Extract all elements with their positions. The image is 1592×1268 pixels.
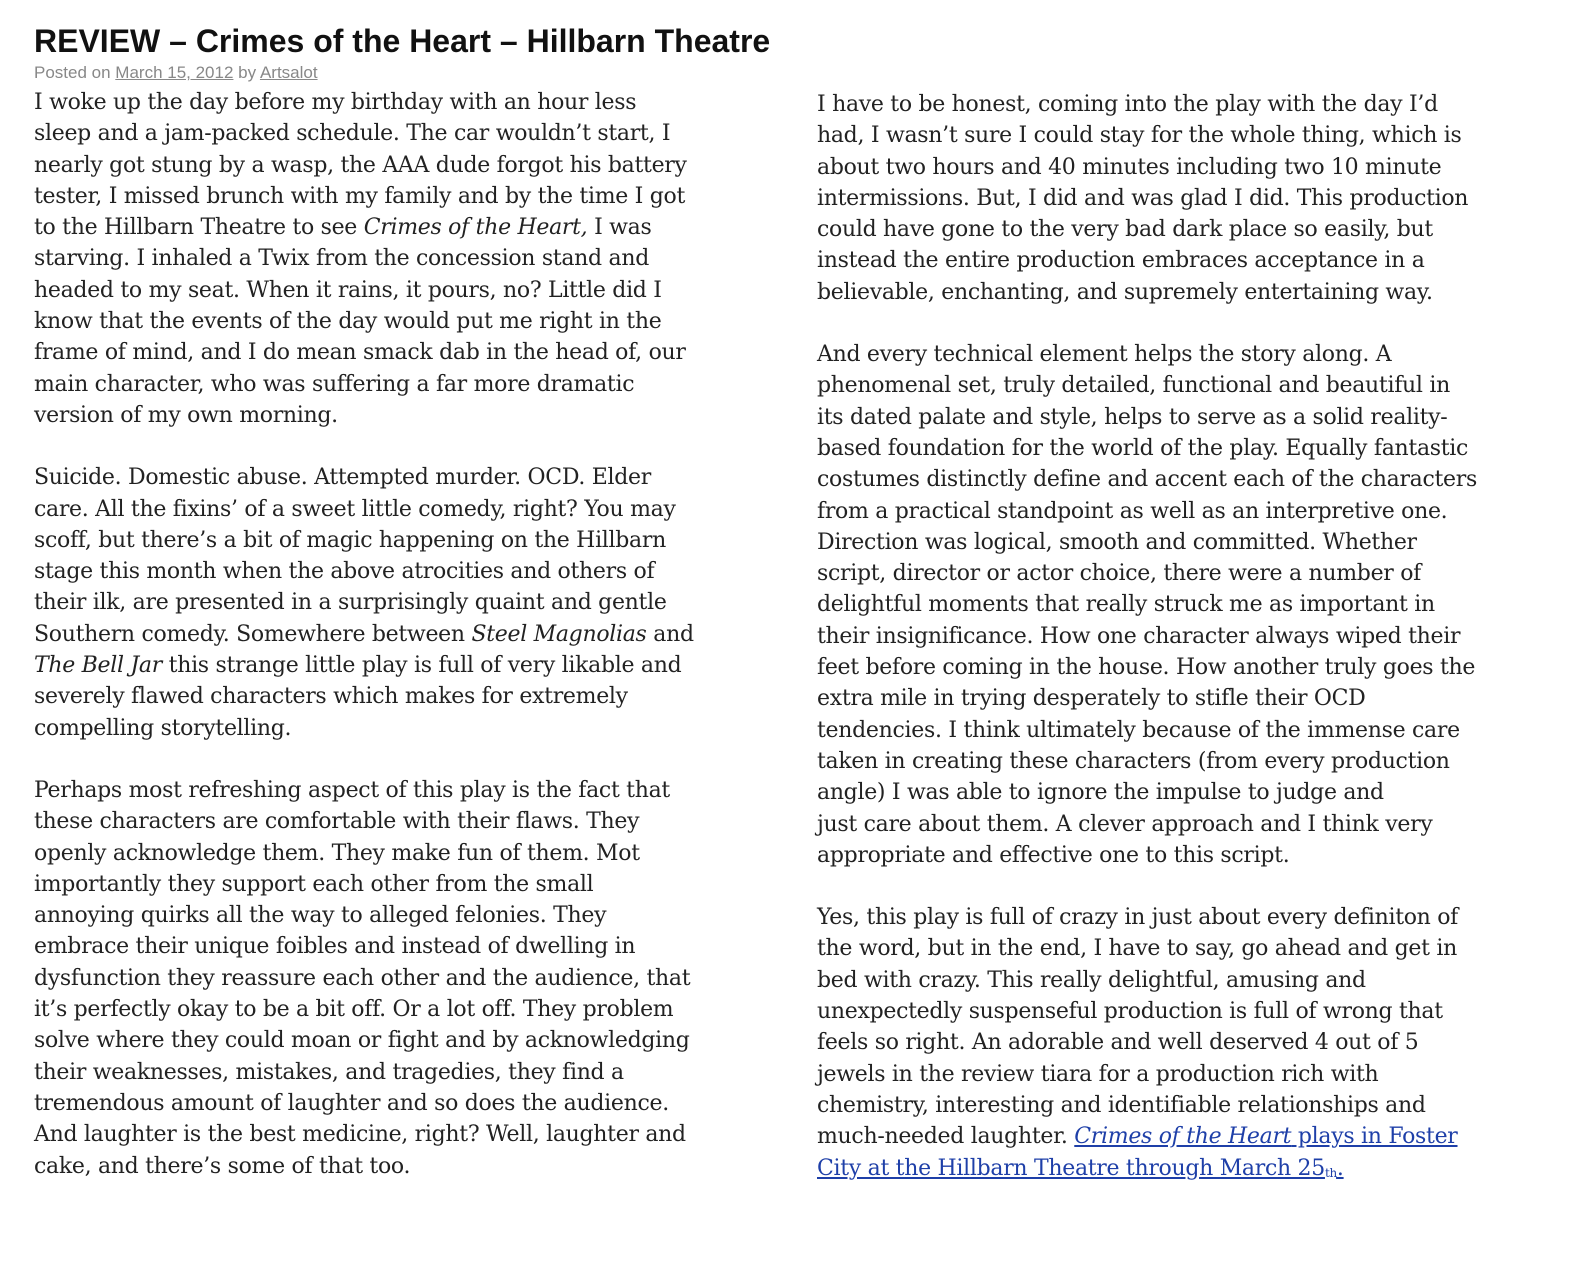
text-line: And every technical element helps the story along. A bbox=[817, 342, 1392, 368]
text-line: it’s perfectly okay to be a bit off. Or a lot off. They problem bbox=[34, 997, 674, 1023]
play-title-italic: Crimes of the Heart, bbox=[363, 215, 588, 241]
text-line: Suicide. Domestic abuse. Attempted murder. OCD. Elder bbox=[34, 465, 651, 491]
text-line: tendencies. I think ultimately because of the immense care bbox=[817, 717, 1460, 743]
text-line: compelling storytelling. bbox=[34, 715, 292, 741]
text-line: dysfunction they reassure each other and the audience, that bbox=[34, 965, 691, 991]
text-line: solve where they could moan or fight and by acknowledging bbox=[34, 1028, 690, 1054]
text-line: scoff, but there’s a bit of magic happening on the Hillbarn bbox=[34, 527, 666, 553]
text-line: annoying quirks all the way to alleged felonies. They bbox=[34, 903, 607, 929]
text-line: starving. I inhaled a Twix from the concession stand and bbox=[34, 246, 649, 272]
text-line: had, I wasn’t sure I could stay for the whole thing, which is bbox=[817, 123, 1462, 149]
text-line: chemistry, interesting and identifiable relationships and bbox=[817, 1092, 1426, 1118]
text-line: headed to my seat. When it rains, it pours, no? Little did I bbox=[34, 277, 662, 303]
text-line: intermissions. But, I did and was glad I did. This production bbox=[817, 185, 1469, 211]
by-label: by bbox=[238, 63, 257, 82]
text-line: stage this month when the above atrocities and others of bbox=[34, 559, 655, 585]
text-line: instead the entire production embraces acceptance in a bbox=[817, 248, 1425, 274]
paragraph-technical bbox=[817, 339, 1577, 871]
text-line: Yes, this play is full of crazy in just about every definiton of bbox=[817, 905, 1459, 931]
text-line: severely flawed characters which makes for extremely bbox=[34, 684, 628, 710]
text-line: unexpectedly suspenseful production is full of wrong that bbox=[817, 999, 1443, 1025]
text-line: taken in creating these characters (from every production bbox=[817, 748, 1450, 774]
text-line: the word, but in the end, I have to say, go ahead and get in bbox=[817, 936, 1457, 962]
text-line: importantly they support each other from the small bbox=[34, 871, 594, 897]
text-line: believable, enchanting, and supremely entertaining way. bbox=[817, 279, 1433, 305]
text-fragment: this strange little play is full of very likable and bbox=[161, 653, 682, 679]
text-line: jewels in the review tiara for a production rich with bbox=[817, 1061, 1379, 1087]
text-line bbox=[34, 650, 794, 681]
bell-jar-italic: The Bell Jar bbox=[34, 653, 162, 679]
paragraph-honest bbox=[817, 89, 1577, 308]
link-text: City at the Hillbarn Theatre through March 25 bbox=[817, 1155, 1325, 1181]
text-line: could have gone to the very bad dark place so easily, but bbox=[817, 217, 1433, 243]
post-date-link[interactable]: March 15, 2012 bbox=[115, 63, 234, 82]
showtimes-link[interactable] bbox=[1074, 1124, 1457, 1149]
text-line bbox=[817, 1121, 1577, 1152]
text-line: nearly got stung by a wasp, the AAA dude forgot his battery bbox=[34, 152, 687, 178]
link-play-title: Crimes of the Heart bbox=[1074, 1124, 1292, 1150]
text-line: extra mile in trying desperately to stifle their OCD bbox=[817, 686, 1366, 712]
showtimes-link-continued[interactable] bbox=[817, 1156, 1344, 1181]
text-line: know that the events of the day would put me right in the bbox=[34, 309, 662, 335]
link-text: plays in Foster bbox=[1291, 1124, 1458, 1150]
text-line: their weaknesses, mistakes, and tragedies, they find a bbox=[34, 1059, 624, 1085]
text-line: frame of mind, and I do mean smack dab in the head of, our bbox=[34, 340, 686, 366]
text-fragment: I was bbox=[587, 215, 652, 241]
ordinal-suffix: th bbox=[1324, 1165, 1337, 1180]
text-line: sleep and a jam-packed schedule. The car wouldn’t start, I bbox=[34, 121, 671, 147]
text-line: feet before coming in the house. How another truly goes the bbox=[817, 655, 1476, 681]
post-meta bbox=[34, 63, 318, 83]
steel-magnolias-italic: Steel Magnolias bbox=[471, 621, 647, 647]
text-line: tremendous amount of laughter and so does the audience. bbox=[34, 1090, 669, 1116]
text-line: I have to be honest, coming into the play with the day I’d bbox=[817, 92, 1438, 117]
paragraph-themes bbox=[34, 462, 794, 744]
text-line: tester, I missed brunch with my family and by the time I got bbox=[34, 183, 686, 209]
text-line bbox=[817, 1153, 1577, 1187]
text-line: script, director or actor choice, there were a number of bbox=[817, 561, 1421, 587]
text-line: I woke up the day before my birthday with an hour less bbox=[34, 90, 637, 115]
text-fragment: to the Hillbarn Theatre to see bbox=[34, 215, 364, 241]
text-line bbox=[34, 619, 794, 650]
text-fragment: much-needed laughter. bbox=[817, 1124, 1075, 1150]
posted-on-label: Posted on bbox=[34, 63, 111, 82]
text-line: delightful moments that really struck me as important in bbox=[817, 592, 1435, 618]
paragraph-flaws bbox=[34, 775, 794, 1182]
text-fragment: and bbox=[646, 621, 694, 647]
text-fragment: Southern comedy. Somewhere between bbox=[34, 621, 472, 647]
paragraph-intro bbox=[34, 87, 794, 431]
text-line: based foundation for the world of the play. Equally fantastic bbox=[817, 435, 1469, 461]
left-column bbox=[34, 87, 794, 1182]
text-line: cake, and there’s some of that too. bbox=[34, 1153, 411, 1179]
text-line: care. All the fixins’ of a sweet little comedy, right? You may bbox=[34, 496, 676, 522]
text-line: their insignificance. How one character always wiped their bbox=[817, 623, 1461, 649]
link-end: . bbox=[1336, 1155, 1344, 1181]
text-line: bed with crazy. This really delightful, amusing and bbox=[817, 967, 1366, 993]
text-line: Perhaps most refreshing aspect of this play is the fact that bbox=[34, 777, 670, 803]
text-line: And laughter is the best medicine, right? Well, laughter and bbox=[34, 1122, 686, 1148]
paragraph-conclusion bbox=[817, 902, 1577, 1187]
text-line: phenomenal set, truly detailed, functional and beautiful in bbox=[817, 373, 1450, 399]
text-line: about two hours and 40 minutes including two 10 minute bbox=[817, 154, 1442, 180]
text-line: just care about them. A clever approach and I think very bbox=[817, 811, 1433, 837]
text-line: from a practical standpoint as well as an interpretive one. bbox=[817, 498, 1448, 524]
text-line bbox=[34, 212, 794, 243]
text-line: their ilk, are presented in a surprisingly quaint and gentle bbox=[34, 590, 667, 616]
text-line: embrace their unique foibles and instead of dwelling in bbox=[34, 934, 636, 960]
text-line: openly acknowledge them. They make fun of them. Mot bbox=[34, 840, 640, 866]
text-line: costumes distinctly define and accent each of the characters bbox=[817, 467, 1477, 493]
text-line: main character, who was suffering a far more dramatic bbox=[34, 371, 635, 397]
text-line: Direction was logical, smooth and committed. Whether bbox=[817, 529, 1417, 555]
author-link[interactable]: Artsalot bbox=[259, 63, 318, 82]
text-line: angle) I was able to ignore the impulse to judge and bbox=[817, 780, 1384, 806]
text-line: version of my own morning. bbox=[34, 402, 338, 428]
text-line: its dated palate and style, helps to serve as a solid reality- bbox=[817, 404, 1448, 430]
post-title: REVIEW – Crimes of the Heart – Hillbarn Theatre bbox=[34, 23, 771, 59]
text-line: these characters are comfortable with their flaws. They bbox=[34, 809, 640, 835]
text-line: appropriate and effective one to this script. bbox=[817, 842, 1290, 868]
right-column bbox=[817, 89, 1577, 1187]
text-line: feels so right. An adorable and well deserved 4 out of 5 bbox=[817, 1030, 1419, 1056]
